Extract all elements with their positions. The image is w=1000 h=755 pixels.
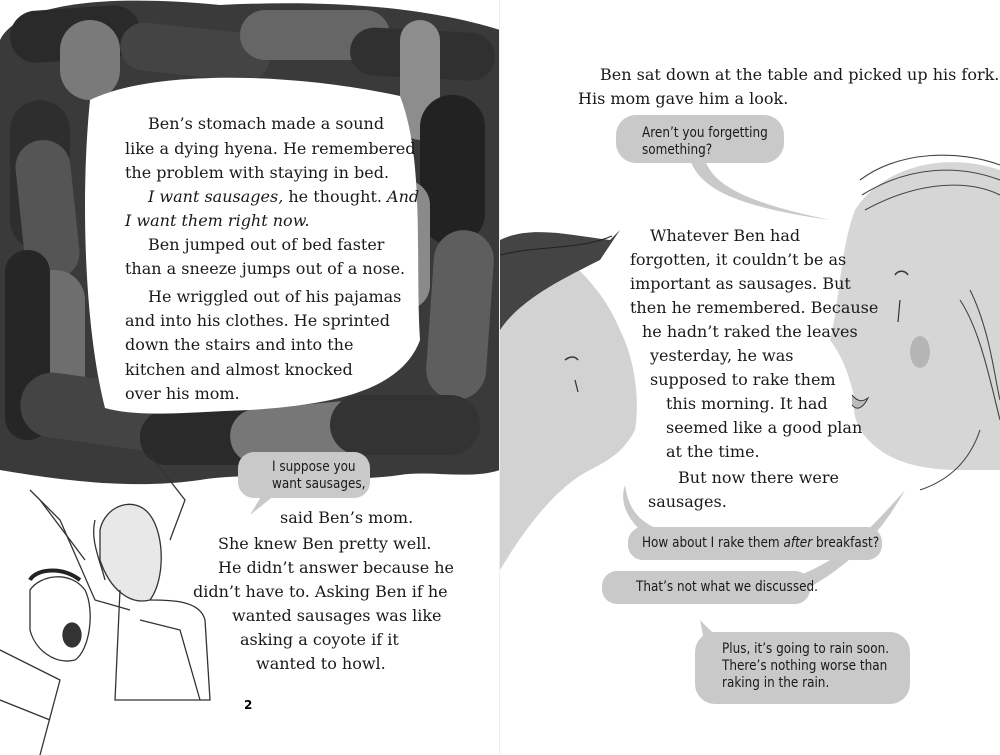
bubble-text-line: want sausages, [272,476,366,492]
text-line: over his mom. [125,384,240,403]
text-line: He wriggled out of his pajamas [148,287,402,306]
bubble-text-line: That’s not what we discussed. [636,579,818,595]
text-line: supposed to rake them [650,370,836,389]
bubble-text-line: Aren’t you forgetting [642,125,768,141]
text-line: this morning. It had [666,394,828,413]
text-line: Ben’s stomach made a sound [148,114,385,133]
bubble-text-ben: How about I rake them after breakfast? [642,535,880,551]
thought-line-2: I want them right now. [125,211,310,230]
text-line: asking a coyote if it [240,630,399,649]
bubble-text-line: raking in the rain. [722,675,830,691]
text-line: kitchen and almost knocked [125,360,353,379]
text-line: yesterday, he was [650,346,794,365]
text-line: Whatever Ben had [650,226,801,245]
text-line: sausages. [648,492,727,511]
bubble-text-line: Plus, it’s going to rain soon. [722,641,890,657]
text-line: But now there were [678,468,839,487]
right-page [500,0,1000,755]
text-line: important as sausages. But [630,274,851,293]
text-line: he hadn’t raked the leaves [642,322,858,341]
text-line: and into his clothes. He sprinted [125,311,390,330]
text-line: wanted sausages was like [232,606,442,625]
thought-line-1: I want sausages, he thought. And [148,187,420,206]
text-line: Ben sat down at the table and picked up his fork. [600,65,1000,84]
text-line: the problem with staying in bed. [125,163,390,182]
character-drawing [0,455,210,755]
bubble-text-line: I suppose you [272,459,356,475]
bubble-text-line: something? [642,142,713,158]
text-line: then he remembered. Because [630,298,879,317]
text-line: didn’t have to. Asking Ben if he [193,582,448,601]
bubble-text-line: There’s nothing worse than [722,658,888,674]
text-line: His mom gave him a look. [578,89,789,108]
text-line: said Ben’s mom. [280,508,414,527]
text-line: than a sneeze jumps out of a nose. [125,259,406,278]
text-line: down the stairs and into the [125,335,354,354]
text-line: like a dying hyena. He remembered [125,139,416,158]
text-line: wanted to howl. [256,654,386,673]
text-line: Ben jumped out of bed faster [148,235,385,254]
text-line: seemed like a good plan [666,418,863,437]
text-line: She knew Ben pretty well. [218,534,432,553]
text-line: forgotten, it couldn’t be as [630,250,847,269]
text-line: He didn’t answer because he [218,558,455,577]
page-number: 2 [244,698,253,712]
text-line: at the time. [666,442,760,461]
